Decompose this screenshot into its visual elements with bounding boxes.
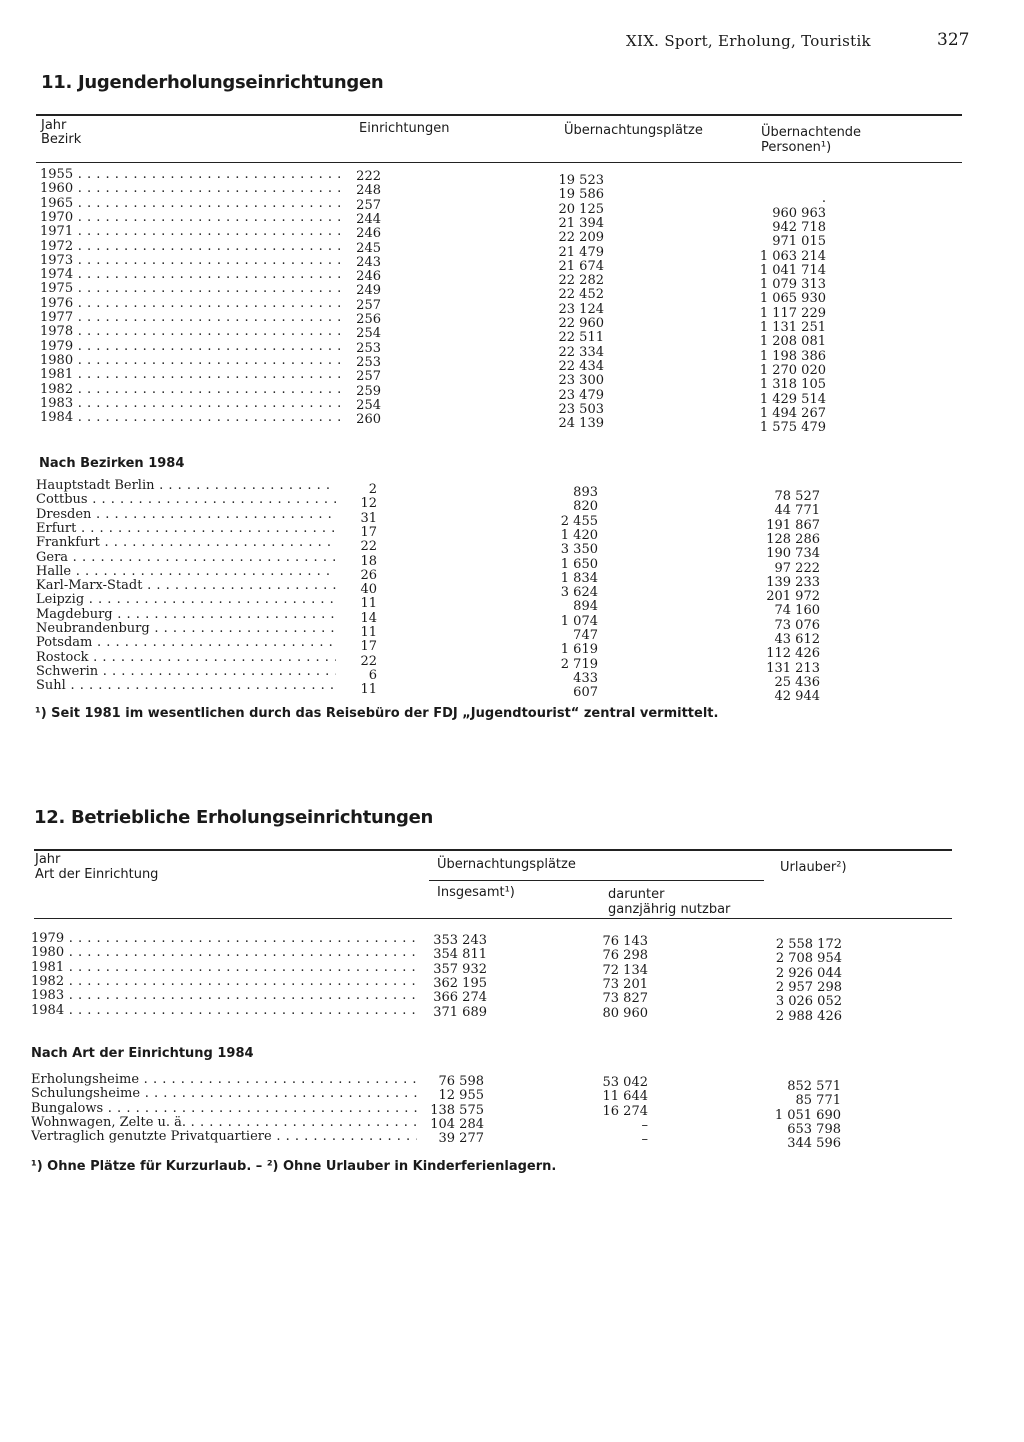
personen-value: 1 429 514 [759,391,826,407]
table-11-district-row-label: Dresden . . . [36,508,336,522]
plaetze-value: 893 [573,485,598,500]
personen-value: 139 233 [766,574,820,590]
urlauber-value: 1 051 690 [774,1107,841,1123]
table-12-year-row-label: 1984 . . . [31,1004,417,1018]
urlauber-value: 2 988 426 [775,1008,842,1024]
table-11-year-row-label: 1972 . . . [40,240,340,254]
table-12-type-row-label: Erholungsheime . . . [31,1073,417,1087]
table-11-col-bezirk: Bezirk [41,132,82,147]
plaetze-value: 22 434 [558,358,604,374]
insgesamt-value: 366 274 [433,990,487,1006]
table-12-year-row-label: 1979 . . . [31,932,417,946]
plaetze-value: 1 074 [560,613,598,629]
personen-value: 128 286 [766,531,820,547]
personen-value: 1 063 214 [759,248,826,264]
ganzjaehrig-value: 53 042 [602,1075,648,1090]
einrichtungen-value: 6 [368,667,377,683]
table-12-subheader-rule [429,880,764,881]
einrichtungen-value: 253 [356,354,381,370]
personen-value: 97 222 [774,560,820,576]
table-12-year-row-label: 1982 . . . [31,975,417,989]
personen-value: 74 160 [774,603,820,619]
einrichtungen-value: 22 [360,539,377,555]
personen-value: 191 867 [766,517,820,533]
einrichtungen-value: 2 [368,482,377,497]
einrichtungen-value: 11 [360,682,377,698]
table-11-district-row-label: Halle . . . [36,565,336,579]
table-12-title: 12. Betriebliche Erholungseinrichtungen [34,807,434,828]
plaetze-value: 433 [573,670,598,686]
insgesamt-value: 354 811 [433,947,487,963]
plaetze-value: 24 139 [558,416,604,432]
plaetze-value: 22 511 [558,330,604,346]
einrichtungen-value: 222 [356,169,381,184]
personen-value: 1 198 386 [759,348,826,364]
einrichtungen-value: 31 [360,510,377,526]
einrichtungen-value: 243 [356,254,381,270]
einrichtungen-value: 245 [356,240,381,256]
table-11-subhead: Nach Bezirken 1984 [39,456,185,471]
table-11-district-row-label: Rostock . . . [36,651,336,665]
einrichtungen-value: 249 [356,283,381,299]
table-11-col-jahr: Jahr [41,118,67,133]
personen-value: 1 131 251 [759,320,826,335]
personen-value: 112 426 [766,646,820,662]
insgesamt-value: 104 284 [430,1116,484,1132]
urlauber-value: 852 571 [787,1079,841,1094]
table-11-col-einrichtungen: Einrichtungen [359,121,450,136]
table-11-year-row-label: 1975 . . . [40,282,340,296]
table-11-year-row-label: 1978 . . . [40,325,340,339]
insgesamt-value: 353 243 [433,933,487,948]
einrichtungen-value: 256 [356,312,381,327]
table-11-district-row-label: Suhl . . . [36,679,336,693]
plaetze-value: 747 [573,628,598,643]
plaetze-value: 1 650 [560,556,598,572]
table-12-type-row-label: Vertraglich genutzte Privatquartiere . . . [31,1130,417,1144]
table-12-top-rule [34,849,952,851]
personen-value: 78 527 [774,489,820,504]
plaetze-value: 2 719 [560,656,598,672]
plaetze-value: 820 [573,499,598,515]
table-12-type-row-label: Bungalows . . . [31,1102,417,1116]
personen-value: 1 079 313 [759,277,826,293]
plaetze-value: 1 619 [560,642,598,658]
einrichtungen-value: 17 [360,524,377,540]
personen-value: 131 213 [766,660,820,676]
plaetze-value: 3 350 [560,542,598,558]
table-11-title: 11. Jugenderholungseinrichtungen [41,72,384,93]
plaetze-value: 22 334 [558,344,604,360]
personen-value: 1 494 267 [759,405,826,421]
table-11-year-row-label: 1976 . . . [40,297,340,311]
insgesamt-value: 357 932 [433,961,487,977]
insgesamt-value: 138 575 [430,1102,484,1118]
table-11-footnote: ¹) Seit 1981 im wesentlichen durch das Reisebüro der FDJ „Jugendtourist“ zentral vermittelt. [35,706,719,721]
insgesamt-value: 39 277 [438,1131,484,1147]
plaetze-value: 1 420 [560,527,598,543]
personen-value: 1 575 479 [759,420,826,436]
ganzjaehrig-value: 76 298 [602,948,648,964]
personen-value: 190 734 [766,546,820,562]
personen-value: 1 318 105 [759,377,826,393]
urlauber-value: 653 798 [787,1121,841,1137]
insgesamt-value: 371 689 [433,1004,487,1020]
urlauber-value: 3 026 052 [775,994,842,1010]
ganzjaehrig-value: 73 201 [602,976,648,992]
table-11-year-row-label: 1955 . . . [40,168,340,182]
table-11-year-row-label: 1981 . . . [40,368,340,382]
einrichtungen-value: 40 [360,582,377,598]
einrichtungen-value: 257 [356,369,381,385]
personen-value: 1 041 714 [759,262,826,278]
personen-value: 971 015 [772,234,826,250]
insgesamt-value: 12 955 [438,1088,484,1104]
table-11-district-row-label: Magdeburg . . . [36,608,336,622]
urlauber-value: 2 957 298 [775,979,842,995]
insgesamt-value: 362 195 [433,975,487,991]
urlauber-value: 344 596 [787,1136,841,1152]
ganzjaehrig-value: 72 134 [602,962,648,978]
personen-value: 44 771 [774,503,820,519]
table-11-district-row-label: Hauptstadt Berlin . . . [36,479,336,493]
table-12-col-art: Art der Einrichtung [35,867,159,882]
table-12-year-row-label: 1980 . . . [31,946,417,960]
einrichtungen-value: 257 [356,297,381,313]
einrichtungen-value: 12 [360,496,377,512]
urlauber-value: 85 771 [795,1093,841,1109]
table-11-year-row-label: 1965 . . . [40,197,340,211]
plaetze-value: 21 674 [558,258,604,274]
urlauber-value: 2 558 172 [775,937,842,952]
einrichtungen-value: 11 [360,596,377,612]
personen-value: 73 076 [774,617,820,633]
table-12-col-plaetze: Übernachtungsplätze [437,857,576,872]
plaetze-value: 19 523 [558,173,604,188]
table-11-district-row-label: Leipzig . . . [36,593,336,607]
einrichtungen-value: 246 [356,226,381,242]
ganzjaehrig-value: – [641,1117,648,1133]
table-12-type-row-label: Wohnwagen, Zelte u. ä. . . . [31,1116,417,1130]
table-12-col-urlauber: Urlauber²) [780,860,847,875]
table-12-header-rule [34,918,952,919]
running-header: XIX. Sport, Erholung, Touristik [626,32,871,50]
plaetze-value: 21 394 [558,215,604,231]
personen-value: 201 972 [766,589,820,605]
table-11-district-row [36,679,820,705]
table-11-district-row-label: Potsdam . . . [36,636,336,650]
einrichtungen-value: 260 [356,412,381,428]
table-11-year-row-label: 1984 . . . [40,411,340,425]
personen-value: 1 270 020 [759,362,826,378]
table-12-type-row [31,1073,841,1094]
table-12-year-row-label: 1983 . . . [31,989,417,1003]
ganzjaehrig-value: 16 274 [602,1103,648,1119]
urlauber-value: 2 708 954 [775,951,842,967]
einrichtungen-value: 26 [360,567,377,583]
table-11-year-row [40,411,826,436]
ganzjaehrig-value: 11 644 [602,1089,648,1105]
table-11-col-personen-2: Personen¹) [761,140,832,155]
table-12-col-darunter-1: darunter [608,887,665,902]
table-12-col-insgesamt: Insgesamt¹) [437,885,515,900]
plaetze-value: 1 834 [560,570,598,586]
insgesamt-value: 76 598 [438,1074,484,1089]
plaetze-value: 22 282 [558,273,604,289]
personen-value: 25 436 [774,674,820,690]
plaetze-value: 2 455 [560,513,598,529]
einrichtungen-value: 259 [356,383,381,399]
personen-value: 1 208 081 [759,334,826,350]
table-11-col-personen-1: Übernachtende [761,125,862,140]
table-11-year-row-label: 1977 . . . [40,311,340,325]
table-11-district-row-label: Karl-Marx-Stadt . . . [36,579,336,593]
table-12-year-row [31,946,842,967]
plaetze-value: 22 960 [558,316,604,331]
plaetze-value: 607 [573,685,598,701]
table-12-year-row [31,974,842,995]
table-11-year-row-label: 1970 . . . [40,211,340,225]
table-11-year-row-label: 1974 . . . [40,268,340,282]
einrichtungen-value: 257 [356,197,381,213]
personen-value: 43 612 [774,632,820,647]
ganzjaehrig-value: 76 143 [602,934,648,949]
table-12-col-jahr: Jahr [35,852,61,867]
table-12-year-row [31,989,842,1010]
personen-value: 960 963 [772,205,826,221]
personen-value: 42 944 [774,689,820,705]
table-12-type-row-label: Schulungsheime . . . [31,1087,417,1101]
table-11-district-row-label: Frankfurt . . . [36,536,336,550]
plaetze-value: 20 125 [558,201,604,217]
table-11-year-row-label: 1971 . . . [40,225,340,239]
table-11-year-row-label: 1982 . . . [40,383,340,397]
personen-value: . [821,191,826,207]
table-11-year-row-label: 1983 . . . [40,397,340,411]
plaetze-value: 23 479 [558,387,604,403]
einrichtungen-value: 248 [356,183,381,199]
einrichtungen-value: 254 [356,326,381,342]
table-11-year-row-label: 1980 . . . [40,354,340,368]
table-12-footnote: ¹) Ohne Plätze für Kurzurlaub. – ²) Ohne Urlauber in Kinderferienlagern. [31,1159,557,1174]
table-12-year-row [31,960,842,981]
ganzjaehrig-value: – [641,1132,648,1148]
table-12-col-darunter-2: ganzjährig nutzbar [608,902,731,917]
plaetze-value: 23 503 [558,401,604,417]
plaetze-value: 23 124 [558,301,604,317]
table-11-year-row-label: 1973 . . . [40,254,340,268]
table-12-type-row [31,1130,841,1152]
table-12-subhead: Nach Art der Einrichtung 1984 [31,1046,254,1061]
plaetze-value: 21 479 [558,244,604,260]
table-11-district-row-label: Neubrandenburg . . . [36,622,336,636]
table-11-year-row-label: 1979 . . . [40,340,340,354]
personen-value: 1 065 930 [759,291,826,307]
table-12-year-row [31,1003,842,1024]
table-11-district-row-label: Cottbus . . . [36,493,336,507]
table-11-year-row [40,168,826,188]
personen-value: 1 117 229 [759,305,826,321]
einrichtungen-value: 18 [360,553,377,569]
urlauber-value: 2 926 044 [775,965,842,981]
plaetze-value: 23 300 [558,373,604,389]
page-number: 327 [937,30,970,50]
table-11-top-rule [36,114,962,116]
plaetze-value: 22 452 [558,287,604,303]
plaetze-value: 894 [573,599,598,615]
einrichtungen-value: 253 [356,340,381,356]
einrichtungen-value: 22 [360,653,377,669]
table-12-year-row [31,932,842,952]
personen-value: 942 718 [772,219,826,235]
table-11-district-row-label: Gera . . . [36,551,336,565]
einrichtungen-value: 14 [360,610,377,626]
plaetze-value: 22 209 [558,230,604,246]
einrichtungen-value: 17 [360,639,377,655]
table-11-header-rule [36,162,962,163]
table-11-year-row-label: 1960 . . . [40,182,340,196]
einrichtungen-value: 11 [360,625,377,640]
table-11-district-row-label: Erfurt . . . [36,522,336,536]
einrichtungen-value: 254 [356,397,381,413]
einrichtungen-value: 244 [356,211,381,227]
ganzjaehrig-value: 73 827 [602,991,648,1007]
table-12-year-row-label: 1981 . . . [31,961,417,975]
plaetze-value: 3 624 [560,585,598,601]
einrichtungen-value: 246 [356,269,381,285]
ganzjaehrig-value: 80 960 [602,1005,648,1021]
plaetze-value: 19 586 [558,187,604,203]
table-11-district-row-label: Schwerin . . . [36,665,336,679]
table-11-col-plaetze: Übernachtungsplätze [564,123,703,138]
